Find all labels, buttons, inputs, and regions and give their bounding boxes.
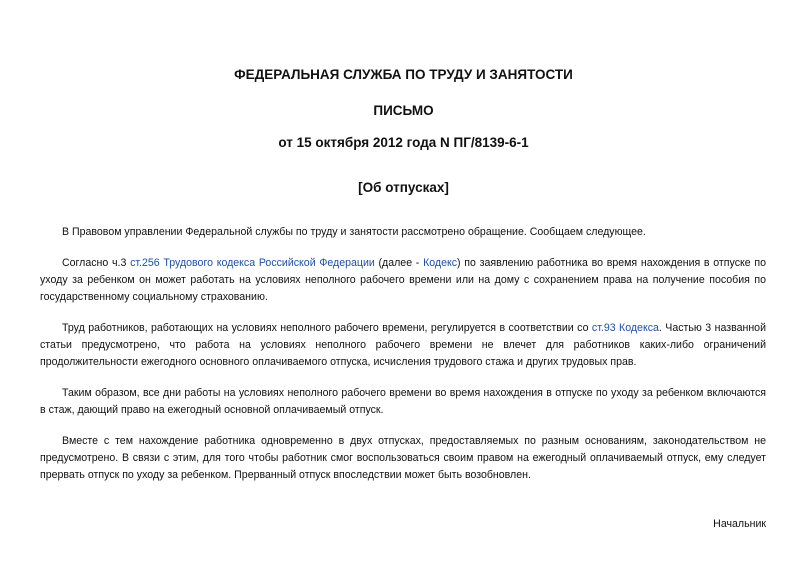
paragraph-2 [40, 255, 766, 306]
document-date-number: от 15 октября 2012 года N ПГ/8139-6-1 [278, 135, 529, 150]
paragraph-1: В Правовом управлении Федеральной службы по труду и занятости рассмотрено обращение. Сообщаем следующее. [62, 226, 646, 238]
labor-code-article-256-link[interactable]: ст.256 Трудового кодекса Российской Федерации [130, 257, 375, 269]
document-type-heading: ПИСЬМО [373, 103, 434, 118]
document-body [40, 224, 766, 498]
code-article-93-link[interactable]: ст.93 Кодекса [591, 322, 659, 334]
paragraph-2-text-end: ) по заявлению работника во время нахождения в отпуске по уходу за ребенком он может работать на условиях неполного рабочего времени или на дому с сохранением права на получение пособия по государственному социальному страхованию. [40, 257, 766, 303]
paragraph-3-text-end: . Частью 3 названной статьи предусмотрено, что работа на условиях неполного рабочего времени не влечет для работников каких-либо ограничений продолжительности ежегодного основного оплачиваемого отпуска, исчисления трудового стажа и других трудовых прав. [40, 322, 766, 368]
paragraph-2-text-middle: (далее - [374, 257, 424, 269]
document-subject: [Об отпусках] [358, 180, 449, 195]
labor-code-link[interactable]: Кодекс [423, 257, 458, 269]
paragraph-3 [40, 320, 766, 371]
paragraph-2-text-start: Согласно ч.3 [62, 257, 131, 269]
signature-title: Начальник [713, 518, 766, 530]
paragraph-3-text-start: Труд работников, работающих на условиях неполного рабочего времени, регулируется в соответствии со [62, 322, 592, 334]
paragraph-5: Вместе с тем нахождение работника одновременно в двух отпусках, предоставляемых по разным основаниям, законодательством не предусмотрено. В связи с этим, для того чтобы работник смог воспользоваться своим правом на ежегодный оплачиваемый отпуск, ему следует прервать отпуск по уходу за ребенком. Прерванный отпуск впоследствии может быть возобновлен. [40, 435, 766, 481]
paragraph-4: Таким образом, все дни работы на условиях неполного рабочего времени во время нахождения в отпуске по уходу за ребенком включаются в стаж, дающий право на ежегодный основной оплачиваемый отпуск. [40, 387, 766, 416]
agency-heading: ФЕДЕРАЛЬНАЯ СЛУЖБА ПО ТРУДУ И ЗАНЯТОСТИ [234, 67, 573, 82]
